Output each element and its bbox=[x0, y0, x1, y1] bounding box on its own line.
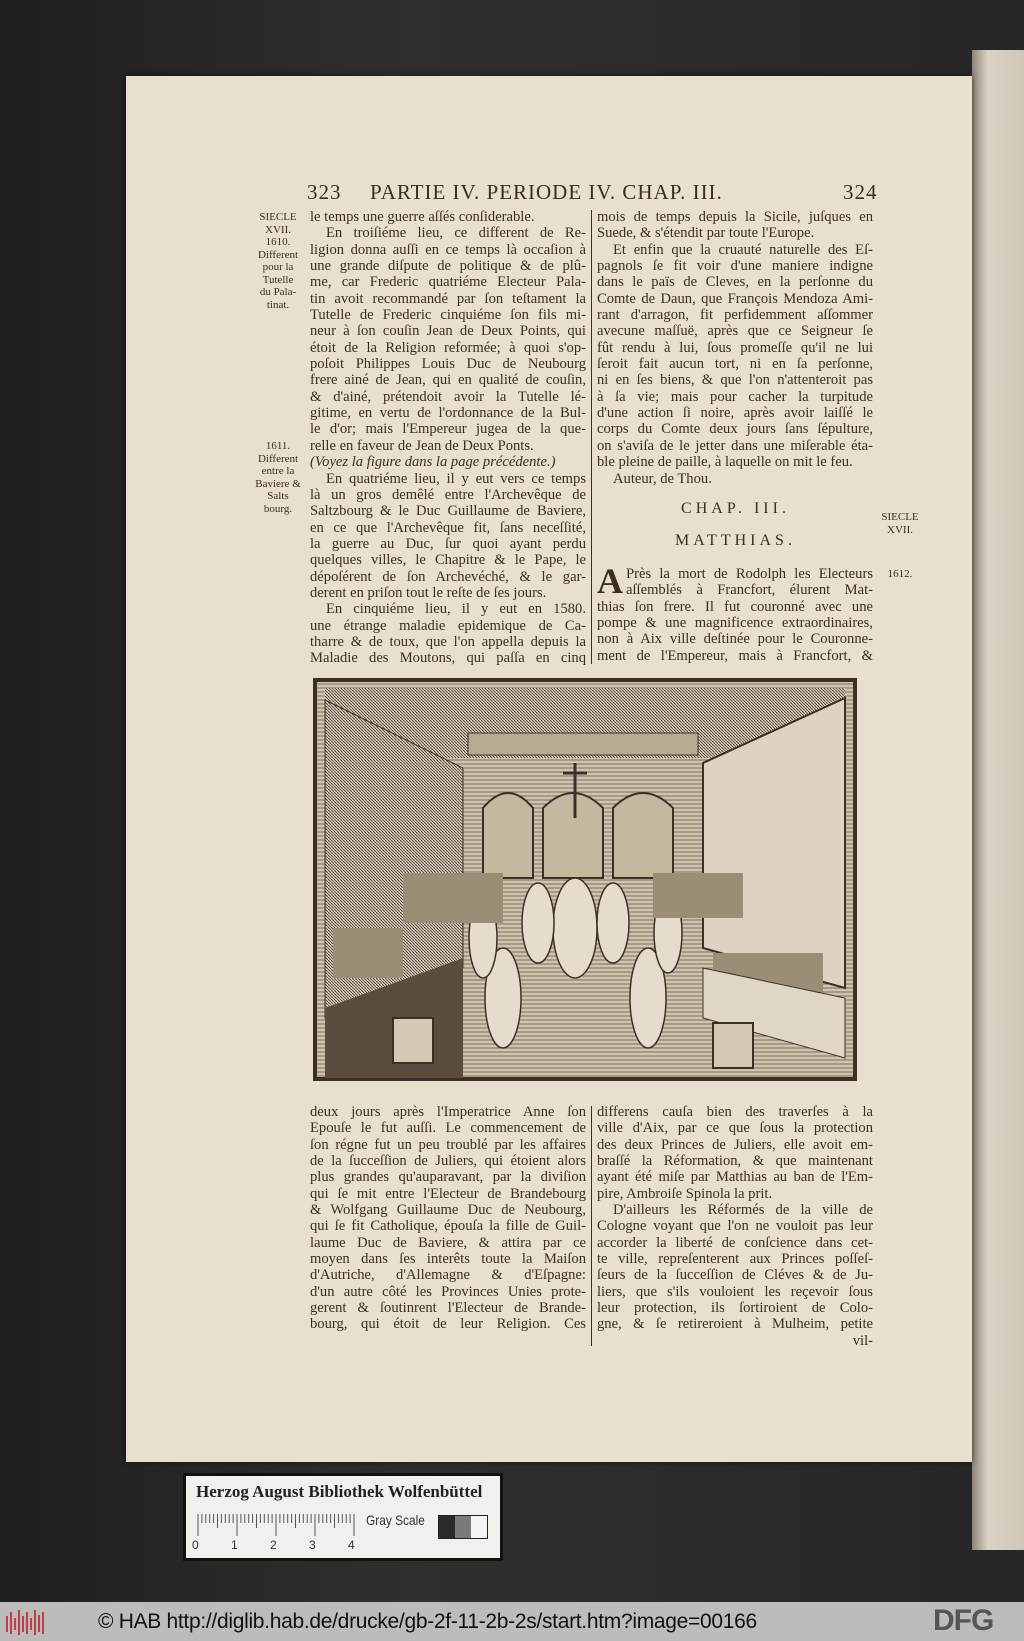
text-line: ayant été miſe par Matthias au ban de l'Em- bbox=[597, 1169, 873, 1186]
scale-number: 1 bbox=[231, 1538, 238, 1552]
text-line: aſſemblés à Francfort, élurent Mat- bbox=[626, 582, 873, 599]
text-line: Maladie des Moutons, qui paſſa en cinq bbox=[310, 650, 586, 667]
text-line: frere ainé de Jean, qui en qualité de couſin, bbox=[310, 372, 586, 389]
text-line: la guerre au Duc, ſur quoi ayant perdu bbox=[310, 535, 586, 552]
right-column-chapter-text bbox=[597, 561, 873, 664]
text-line: à ſa vie; mais pour cacher la turpitude bbox=[597, 388, 873, 405]
text-line: vil- bbox=[852, 1332, 873, 1349]
column-rule-top bbox=[591, 210, 592, 664]
text-line: Epouſe le fut auſſi. Le commencement de bbox=[310, 1120, 586, 1137]
scale-number: 3 bbox=[309, 1538, 316, 1552]
text-line: dépoſérent de ſon Archevéché, & le gar- bbox=[310, 568, 586, 585]
column-rule-bottom bbox=[591, 1106, 592, 1346]
page-number-left: 323 bbox=[307, 180, 342, 204]
margin-note-line: pour la bbox=[262, 261, 294, 273]
drop-cap: A bbox=[597, 561, 623, 601]
right-column-bottom bbox=[597, 1104, 873, 1349]
engraving-coronation-of-matthias bbox=[313, 678, 857, 1081]
text-line: D'ailleurs les Réformés de la ville de bbox=[613, 1202, 873, 1219]
text-line: étoit de la Religion reformée; à quoi s'op- bbox=[310, 339, 586, 356]
text-line: on s'aviſa de le jetter dans une miſerable éta- bbox=[597, 437, 873, 454]
text-line: ſeurs de la ſucceſſion de Cléves & de Ju- bbox=[597, 1267, 873, 1284]
text-line: moyen dans ſes interêts toute la Maiſon bbox=[310, 1251, 586, 1268]
margin-note-1611 bbox=[250, 440, 306, 515]
text-line: deux jours après l'Imperatrice Anne ſon bbox=[310, 1104, 586, 1120]
text-line: pompe & une magnificence extraordinaires, bbox=[597, 615, 873, 632]
text-line: ſon régne fut un peu troublé par les affaires bbox=[310, 1136, 586, 1153]
margin-note-line: 1611. bbox=[265, 440, 291, 452]
text-line: gne, & ſe retireroient à Mulheim, petite bbox=[597, 1316, 873, 1333]
text-line: Auteur, de Thou. bbox=[613, 470, 712, 487]
margin-note-line: Different bbox=[257, 248, 299, 261]
text-line: rant d'arragon, fit perfidemment aſſommer bbox=[597, 307, 873, 324]
margin-note-line: Baviere & bbox=[255, 477, 301, 490]
text-line: tharre & de toux, que l'on appella depuis la bbox=[310, 633, 586, 650]
text-line: liers, que s'ils vouloient les reçevoir ſous bbox=[597, 1283, 873, 1300]
hab-logo-icon bbox=[4, 1608, 46, 1636]
library-color-scale-label bbox=[186, 1476, 500, 1558]
right-column-top bbox=[597, 209, 873, 487]
text-line: thias ſon frere. Il fut couronné avec une bbox=[597, 598, 873, 615]
text-line: me, car Frederic quatriéme Electeur Pala- bbox=[310, 274, 586, 291]
text-line: Suede, & s'étendit par toute l'Europe. bbox=[597, 225, 815, 242]
ruler-scale bbox=[196, 1514, 356, 1538]
library-name: Herzog August Bibliothek Wolfenbüttel bbox=[196, 1482, 483, 1501]
running-title: PARTIE IV. PERIODE IV. CHAP. III. bbox=[370, 180, 723, 204]
margin-note-line: SIECLE bbox=[881, 511, 919, 523]
text-line: ment de l'Empereur, mais à Francfort, & bbox=[597, 647, 873, 664]
left-column-bottom bbox=[310, 1104, 586, 1333]
margin-note-line: du Pala- bbox=[259, 286, 297, 298]
gray-scale-label: Gray Scale bbox=[366, 1512, 425, 1528]
margin-note-line: Tutelle bbox=[262, 273, 294, 286]
margin-note-line: bourg. bbox=[263, 502, 293, 515]
margin-note-line: entre la bbox=[261, 465, 295, 477]
text-line: là un gros demêlé entre l'Archevêque de bbox=[310, 486, 586, 503]
text-line: Cologne voyant que l'on ne vouloit pas leur bbox=[597, 1218, 873, 1235]
text-line: braſſé la Réformation, & que maintenant bbox=[597, 1153, 873, 1170]
text-line: de la ſucceſſion de Juliers, qui étoient alors bbox=[310, 1153, 586, 1170]
margin-note-line: tinat. bbox=[266, 298, 290, 311]
text-line: ſeroit fait aucun tort, ni en ſa perſonne, bbox=[597, 356, 873, 373]
text-line: & Wolfgang Guillaume Duc de Neubourg, bbox=[310, 1202, 586, 1219]
text-line: poſoit Philippes Louis Duc de Neubourg bbox=[310, 356, 586, 373]
margin-note-line: XVII. bbox=[887, 523, 913, 536]
text-line: te ville, repreſenterent aux Princes poſſeſ- bbox=[597, 1251, 873, 1268]
text-line: une étrange maladie epidemique de Ca- bbox=[310, 617, 586, 634]
text-line: avecune maſſuë, après que ce Seigneur ſe bbox=[597, 323, 873, 340]
text-line: qui ſe fit Catholique, épouſa la fille de Guil- bbox=[310, 1218, 586, 1235]
margin-note-line: 1610. bbox=[265, 236, 291, 248]
text-line: quelques villes, le Chapitre & le Pape, le bbox=[310, 552, 586, 569]
text-line: differens cauſa bien des traverſes à la bbox=[597, 1104, 873, 1120]
text-line: non à Aix ville deſtinée pour le Couronne- bbox=[597, 631, 873, 648]
scale-number: 0 bbox=[192, 1538, 199, 1552]
text-line: d'un autre côté les Provinces Unies prote- bbox=[310, 1283, 586, 1300]
text-line: Et enfin que la cruauté naturelle des Eſ- bbox=[613, 241, 873, 258]
text-line: pagnols ſe fit voir d'une maniere indigne bbox=[597, 258, 873, 275]
text-line: dans le païs de Cleves, en la perſonne du bbox=[597, 274, 873, 291]
source-url[interactable]: © HAB http://diglib.hab.de/drucke/gb-2f-11-2b-2s/start.htm?image=00166 bbox=[98, 1610, 757, 1633]
text-line: En quatriéme lieu, il y eut vers ce temps bbox=[326, 470, 586, 487]
text-line: corps du Comte deux jours ſans ſépulture, bbox=[597, 421, 873, 438]
text-line: une grande diſpute de politique & de plû- bbox=[310, 258, 586, 275]
text-line: d'une action ſi noire, après avoir laiſſé le bbox=[597, 405, 873, 422]
page-number-right: 324 bbox=[843, 180, 878, 204]
text-line: leur protection, ils ſortiroient de Colo- bbox=[597, 1300, 873, 1317]
text-line: En cinquiéme lieu, il y eut en 1580. bbox=[326, 601, 586, 618]
text-line: Près la mort de Rodolph les Electeurs bbox=[626, 566, 873, 582]
text-line: ligion donna auſſi en ce temps là occaſion à bbox=[310, 241, 586, 258]
text-line: relle en faveur de Jean de Deux Ponts. bbox=[310, 437, 534, 454]
text-line: tin avoit recommandé par ſon teſtament la bbox=[310, 290, 586, 307]
text-line: ni en ſes biens, & que l'on n'attenteroit pas bbox=[597, 372, 873, 389]
text-line: neur à ſon couſin Jean de Deux Points, qui bbox=[310, 323, 586, 340]
text-line: bourg, qui étoit de leur Religion. Ces bbox=[310, 1316, 586, 1333]
text-line: des deux Princes de Juliers, elle avoit em- bbox=[597, 1136, 873, 1153]
text-line: En troiſiéme lieu, ce different de Re- bbox=[326, 225, 586, 242]
text-line: laume Duc de Baviere, & attira par ce bbox=[310, 1234, 586, 1251]
scale-number: 2 bbox=[270, 1538, 277, 1552]
text-line: (Voyez la figure dans la page précédente.) bbox=[310, 454, 556, 471]
margin-note-line: XVII. bbox=[265, 223, 291, 236]
text-line: & d'ainé, prétendoit avoir la Tutelle lé- bbox=[310, 388, 586, 405]
chapter-heading: CHAP. III. bbox=[681, 500, 790, 517]
footer-bar bbox=[0, 1602, 1024, 1641]
text-line: Saltzbourg & le Duc Guillaume de Baviere, bbox=[310, 503, 586, 520]
margin-note-line: Salts bbox=[267, 490, 289, 502]
margin-year-1612: 1612. bbox=[887, 568, 913, 580]
text-line: d'Autriche, d'Allemagne & d'Eſpagne: bbox=[310, 1267, 586, 1284]
margin-note-line: Different bbox=[257, 452, 299, 465]
text-line: Tutelle de Frederic cinquiéme ſon fils mi- bbox=[310, 307, 586, 324]
margin-note-line: SIECLE bbox=[259, 211, 297, 223]
text-line: fût rendu à lui, ſous promeſſe qu'il ne lui bbox=[597, 339, 873, 356]
text-line: mois de temps depuis la Sicile, juſques en bbox=[597, 209, 873, 225]
text-line: ble pleine de paille, à laquelle on mit le feu. bbox=[597, 454, 853, 471]
text-line: en ce que l'Archevêque fit, ſans neceſſité, bbox=[310, 519, 586, 536]
text-line: le d'or; mais l'Empereur jugea de la que- bbox=[310, 421, 586, 438]
text-line: ville d'Aix, par ce que ſous la protection bbox=[597, 1120, 873, 1137]
dfg-logo: DFG bbox=[933, 1604, 994, 1637]
text-line: Comte de Daun, que François Mendoza Ami- bbox=[597, 290, 873, 307]
margin-note-siecle-right bbox=[872, 511, 928, 536]
adjacent-page-edge bbox=[972, 50, 1024, 1550]
text-line: qui ſe mit entre l'Electeur de Brandebourg bbox=[310, 1185, 586, 1202]
left-column-top bbox=[310, 209, 586, 667]
text-line: derent en priſon tout le reſte de ſes jours. bbox=[310, 584, 547, 601]
text-line: gerent & ſoutinrent l'Electeur de Brande- bbox=[310, 1300, 586, 1317]
text-line: le temps une guerre aſſés conſiderable. bbox=[310, 209, 535, 225]
margin-note-1610 bbox=[250, 211, 306, 311]
text-line: pire, Ambroiſe Spinola la prit. bbox=[597, 1185, 773, 1202]
text-line: plus grandes qu'auparavant, par la diviſion bbox=[310, 1169, 586, 1186]
text-line: gitime, en vertu de l'ordonnance de la Bul- bbox=[310, 405, 586, 422]
scale-number: 4 bbox=[348, 1538, 355, 1552]
gray-scale-swatches bbox=[438, 1515, 488, 1539]
chapter-title: MATTHIAS. bbox=[675, 532, 796, 549]
text-line: accorder la liberté de conſcience dans cet- bbox=[597, 1234, 873, 1251]
